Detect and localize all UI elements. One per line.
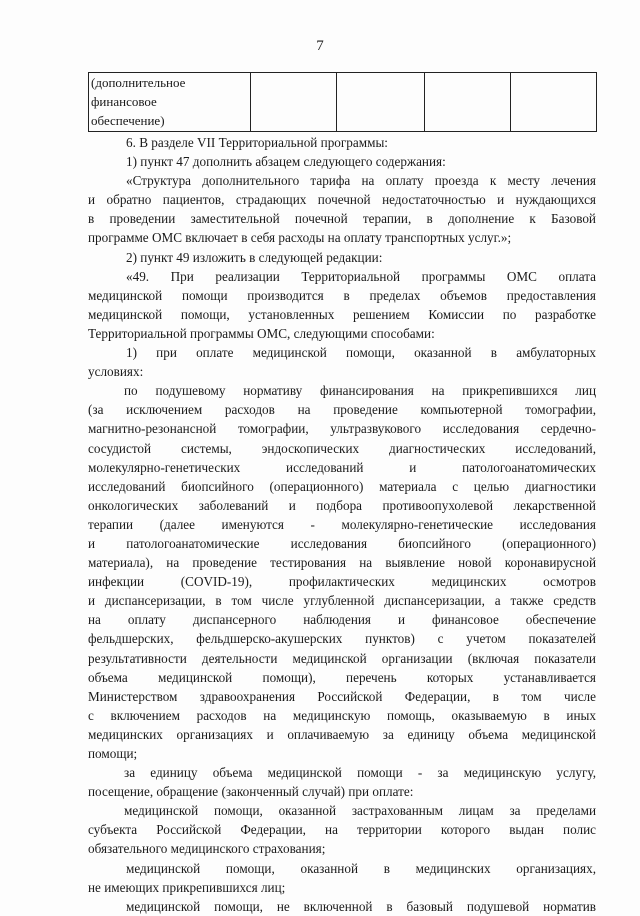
text-line: помощи; xyxy=(88,746,138,761)
text-line: фельдшерских, фельдшерско-акушерских пунктов) с учетом показателей xyxy=(88,631,596,647)
cell-line: финансовое xyxy=(91,94,157,109)
table-cell xyxy=(425,73,511,132)
text-line: 1) пункт 47 дополнить абзацем следующего содержания: xyxy=(126,154,446,170)
page-number: 7 xyxy=(316,38,324,54)
text-line: (за исключением расходов на проведение компьютерной томографии, xyxy=(88,402,596,418)
text-line: субъекта Российской Федерации, на территории которого выдан полис xyxy=(88,822,596,838)
text-line: результативности деятельности медицинской организации (включая показатели xyxy=(88,650,596,666)
text-line: терапии (далее именуются - молекулярно-генетические исследования xyxy=(88,516,596,532)
table-cell xyxy=(337,73,425,132)
text-line: 2) пункт 49 изложить в следующей редакции: xyxy=(126,249,383,265)
text-line: по подушевому нормативу финансирования на прикрепившихся лиц xyxy=(124,383,596,399)
text-line: и диспансеризации, в том числе углубленной диспансеризации, а также средств xyxy=(88,593,596,609)
text-line: медицинской помощи производится в пределах объемов предоставления xyxy=(88,287,596,303)
table-row xyxy=(89,73,597,132)
text-line: молекулярно-генетических исследований и патологоанатомических xyxy=(88,459,596,475)
text-line: медицинских организациях и оплачиваемую за единицу объема медицинской xyxy=(88,726,596,742)
text-line: исследований биопсийного (операционного) материала с целью диагностики xyxy=(88,478,596,494)
text-line: магнитно-резонансной томографии, ультразвукового исследования сердечно- xyxy=(88,421,596,437)
continuation-table xyxy=(88,72,597,132)
text-line: «Структура дополнительного тарифа на оплату проезда к месту лечения xyxy=(126,173,596,189)
text-line: онкологических заболеваний и подбора противоопухолевой лекарственной xyxy=(88,497,596,513)
text-line: и патологоанатомические исследования биопсийного (операционного) xyxy=(88,535,596,551)
cell-line: (дополнительное xyxy=(91,75,186,90)
text-line: 6. В разделе VII Территориальной программы: xyxy=(126,135,388,150)
document-body xyxy=(88,133,596,916)
text-line: не имеющих прикрепившихся лиц; xyxy=(88,879,286,895)
cell-line: обеспечение) xyxy=(91,113,165,128)
text-line: материала), на проведение тестирования на выявление новой коронавирусной xyxy=(88,555,596,571)
text-line: 1) при оплате медицинской помощи, оказанной в амбулаторных xyxy=(126,345,596,361)
text-line: Министерством здравоохранения Российской Федерации, в том числе xyxy=(88,688,596,704)
text-line: условиях: xyxy=(88,364,144,380)
text-line: медицинской помощи, не включенной в базовый подушевой норматив xyxy=(126,898,596,914)
text-line: Территориальной программы ОМС, следующими способами: xyxy=(88,325,435,341)
text-line: обязательного медицинского страхования; xyxy=(88,841,326,857)
text-line: сосудистой системы, эндоскопических диагностических исследований, xyxy=(88,440,596,456)
text-line: за единицу объема медицинской помощи - за медицинскую услугу, xyxy=(124,765,596,781)
text-line: «49. При реализации Территориальной программы ОМС оплата xyxy=(126,268,596,284)
table-cell xyxy=(511,73,597,132)
table-cell xyxy=(251,73,337,132)
text-line: в проведении заместительной почечной терапии, в дополнение к Базовой xyxy=(88,211,596,227)
text-line: с включением расходов на медицинскую помощь, оказываемую в иных xyxy=(88,707,596,723)
text-line: и обратно пациентов, страдающих почечной недостаточностью и нуждающихся xyxy=(88,192,596,208)
text-line: посещение, обращение (законченный случай) при оплате: xyxy=(88,784,414,800)
text-line: медицинской помощи, оказанной застрахованным лицам за пределами xyxy=(124,803,596,819)
text-line: медицинской помощи, установленных решением Комиссии по разработке xyxy=(88,306,596,322)
text-line: на оплату диспансерного наблюдения и финансовое обеспечение xyxy=(88,612,596,628)
table-cell xyxy=(89,73,251,132)
text-line: инфекции (COVID-19), профилактических медицинских осмотров xyxy=(88,574,596,590)
text-line: объема медицинской помощи), перечень которых устанавливается xyxy=(88,669,596,685)
text-line: программе ОМС включает в себя расходы на оплату транспортных услуг.»; xyxy=(88,230,512,246)
text-line: медицинской помощи, оказанной в медицинских организациях, xyxy=(126,860,596,876)
